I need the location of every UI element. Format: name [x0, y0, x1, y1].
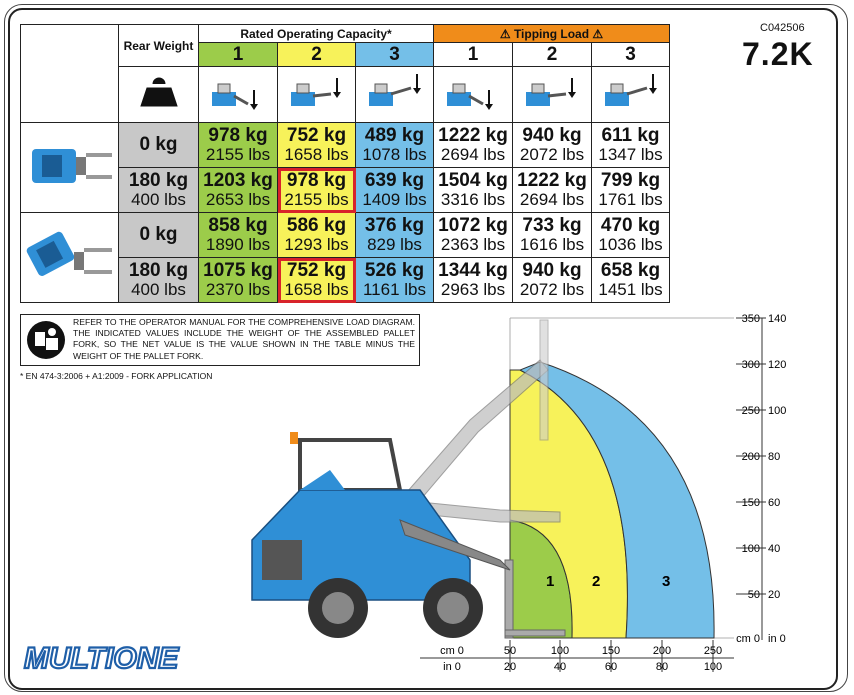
cell-kg: 940 kg [522, 125, 582, 146]
cell-lbs: 1451 lbs [598, 280, 663, 299]
cell-lbs: 2963 lbs [440, 280, 506, 299]
cell-kg: 858 kg [208, 215, 268, 236]
zone-2-label: 2 [592, 573, 601, 590]
y-in-label: 60 [768, 497, 781, 509]
cell-lbs: 1293 lbs [284, 235, 349, 254]
cell-kg: 470 kg [600, 215, 661, 236]
cell-kg: 526 kg [364, 260, 425, 281]
manual-note-text: REFER TO THE OPERATOR MANUAL FOR THE COMPREHENSIVE LOAD DIAGRAM. THE INDICATED VALUES INCLUDE THE WEIGHT OF THE ASSEMBLED PALLET FORK, SO THE NET VALUE IS THE VALUE SHOWN IN THE TABLE MINUS THE WEIGHT OF THE PALLET FORK. [73, 317, 415, 361]
x-axis [420, 640, 734, 672]
cell-kg: 799 kg [600, 170, 661, 191]
cell-lbs: 2370 lbs [205, 280, 271, 299]
cell-lbs: 2072 lbs [519, 280, 585, 299]
rear-kg: 180 kg [128, 170, 189, 191]
x-axis-labels [440, 645, 722, 673]
warning-icon: ⚠ [499, 26, 511, 41]
x-in-label: 100 [703, 661, 723, 673]
y-cm-label: 100 [741, 543, 760, 555]
x-cm-label: 50 [503, 645, 517, 657]
cell-lbs: 2155 lbs [284, 190, 349, 209]
col-num-1: 1 [199, 43, 278, 67]
y-in-label: 120 [768, 359, 787, 371]
y-cm-label: 250 [741, 405, 760, 417]
cell-lbs: 1890 lbs [205, 235, 271, 254]
y-in-label: 100 [768, 405, 787, 417]
y-in-label: 80 [768, 451, 781, 463]
cell-lbs: 829 lbs [367, 235, 422, 254]
cell-kg: 1222 kg [517, 170, 587, 191]
y-in-label: 140 [768, 313, 787, 325]
col-num-5: 2 [513, 43, 592, 67]
brand-text: MULTIONE [24, 642, 179, 675]
zone-3-label: 3 [662, 573, 671, 590]
rear-weight-header: Rear Weight [119, 25, 199, 67]
cell-kg: 639 kg [364, 170, 425, 191]
cell-lbs: 1347 lbs [598, 145, 663, 164]
cell-lbs: 2694 lbs [519, 190, 585, 209]
multione-logo [22, 636, 222, 680]
cell-kg: 733 kg [522, 215, 582, 236]
zone-1-label: 1 [546, 573, 555, 590]
y-cm-label: 150 [741, 497, 760, 509]
cell-lbs: 1616 lbs [519, 235, 585, 254]
x-in-label: 60 [604, 661, 618, 673]
cell-lbs: 2694 lbs [440, 145, 506, 164]
cell-lbs: 1036 lbs [598, 235, 663, 254]
cell-kg: 752 kg [286, 260, 347, 281]
cell-kg: 376 kg [364, 215, 425, 236]
x-cm-label: 150 [601, 645, 621, 657]
rear-kg: 180 kg [128, 260, 189, 281]
cell-lbs: 3316 lbs [440, 190, 506, 209]
y-in-label: 40 [768, 543, 781, 555]
cell-lbs: 1761 lbs [598, 190, 663, 209]
rear-lbs: 400 lbs [131, 280, 186, 299]
y-cm-label: cm 0 [736, 633, 760, 645]
x-cm-label: cm 0 [440, 645, 464, 657]
x-cm-label: 200 [652, 645, 672, 657]
cell-kg: 611 kg [601, 125, 660, 146]
x-in-label: 20 [503, 661, 517, 673]
cell-kg: 1203 kg [203, 170, 273, 191]
y-cm-label: 200 [741, 451, 760, 463]
y-cm-label: 50 [747, 589, 760, 601]
y-axis-labels [736, 313, 786, 645]
cell-lbs: 1658 lbs [284, 145, 349, 164]
cell-kg: 586 kg [286, 215, 347, 236]
cell-kg: 658 kg [600, 260, 661, 281]
x-in-label: in 0 [443, 661, 461, 673]
document-code: C042506 [760, 22, 805, 34]
y-in-label: 20 [768, 589, 781, 601]
x-in-label: 40 [553, 661, 567, 673]
cell-lbs: 1161 lbs [362, 280, 426, 299]
cell-lbs: 2363 lbs [440, 235, 506, 254]
cell-kg: 752 kg [286, 125, 347, 146]
cell-kg: 1344 kg [438, 260, 508, 281]
y-in-label: in 0 [768, 633, 786, 645]
cell-lbs: 2155 lbs [205, 145, 271, 164]
cell-kg: 978 kg [208, 125, 268, 146]
cell-lbs: 1658 lbs [284, 280, 349, 299]
col-num-4: 1 [434, 43, 513, 67]
y-cm-label: 350 [741, 313, 760, 325]
cell-lbs: 1078 lbs [362, 145, 427, 164]
cell-kg: 978 kg [286, 170, 347, 191]
rear-kg: 0 kg [139, 134, 178, 155]
tipping-load-label: Tipping Load [513, 26, 590, 41]
cell-lbs: 2072 lbs [519, 145, 585, 164]
cell-lbs: 2653 lbs [205, 190, 271, 209]
x-in-label: 80 [655, 661, 669, 673]
x-cm-label: 100 [550, 645, 570, 657]
cell-kg: 1222 kg [438, 125, 508, 146]
rated-capacity-header: Rated Operating Capacity* [199, 25, 434, 43]
footnote: * EN 474-3:2006 + A1:2009 - FORK APPLICATION [20, 371, 213, 381]
rear-kg: 0 kg [139, 224, 178, 245]
cell-kg: 1075 kg [203, 260, 273, 281]
col-num-2: 2 [278, 43, 356, 67]
x-cm-label: 250 [703, 645, 723, 657]
col-num-6: 3 [592, 43, 670, 67]
model-name: 7.2K [742, 36, 814, 72]
cell-kg: 940 kg [522, 260, 582, 281]
cell-lbs: 1409 lbs [362, 190, 427, 209]
cell-kg: 1072 kg [438, 215, 508, 236]
cell-kg: 489 kg [364, 125, 425, 146]
rear-lbs: 400 lbs [131, 190, 186, 209]
y-cm-label: 300 [741, 359, 760, 371]
col-num-3: 3 [356, 43, 434, 67]
warning-icon: ⚠ [592, 26, 604, 41]
cell-kg: 1504 kg [438, 170, 508, 191]
